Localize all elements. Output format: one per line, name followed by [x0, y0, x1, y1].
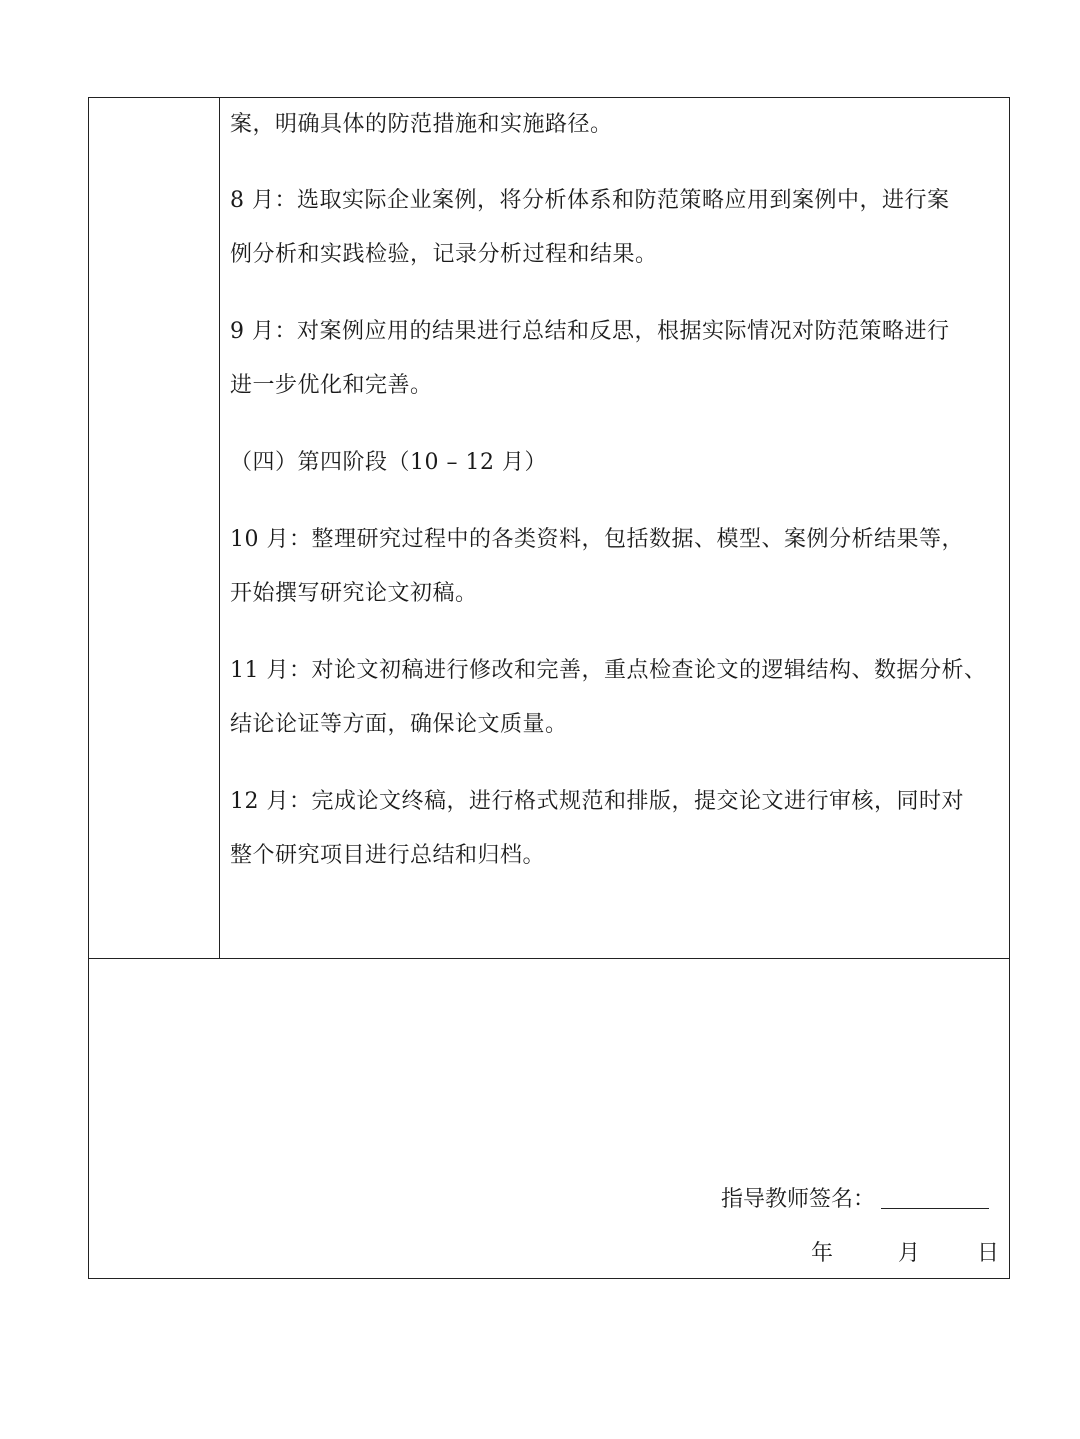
- research-plan-content-cell: [220, 98, 1009, 958]
- date-day-label: 日: [976, 1241, 999, 1266]
- row-label-cell: [89, 98, 220, 958]
- signature-blank: [881, 1186, 989, 1209]
- date-year-label: 年: [810, 1241, 833, 1266]
- signature-date: [811, 1239, 999, 1269]
- signature-label: 指导教师签名：: [720, 1187, 875, 1212]
- plan-line: 9 月：对案例应用的结果进行总结和反思，根据实际情况对防范策略进行: [230, 319, 950, 344]
- plan-line: 10 月：整理研究过程中的各类资料，包括数据、模型、案例分析结果等，: [230, 527, 964, 552]
- plan-line: 进一步优化和完善。: [230, 373, 433, 398]
- plan-line: 12 月：完成论文终稿，进行格式规范和排版，提交论文进行审核，同时对: [230, 789, 964, 814]
- plan-line: 11 月：对论文初稿进行修改和完善，重点检查论文的逻辑结构、数据分析、: [230, 658, 987, 683]
- advisor-signature: [721, 1185, 989, 1215]
- plan-line: 案，明确具体的防范措施和实施路径。: [230, 112, 613, 137]
- form-table: [88, 97, 1010, 1279]
- plan-line: 开始撰写研究论文初稿。: [230, 581, 478, 606]
- advisor-opinion-row: [89, 959, 1009, 1278]
- research-plan-row: [89, 98, 1009, 959]
- plan-line: 整个研究项目进行总结和归档。: [230, 843, 546, 868]
- plan-line: 例分析和实践检验，记录分析过程和结果。: [230, 242, 658, 267]
- stage-heading: （四）第四阶段（10 – 12 月）: [230, 450, 547, 475]
- plan-line: 结论论证等方面，确保论文质量。: [230, 712, 568, 737]
- plan-line: 8 月：选取实际企业案例，将分析体系和防范策略应用到案例中，进行案: [230, 188, 950, 213]
- date-month-label: 月: [897, 1241, 920, 1266]
